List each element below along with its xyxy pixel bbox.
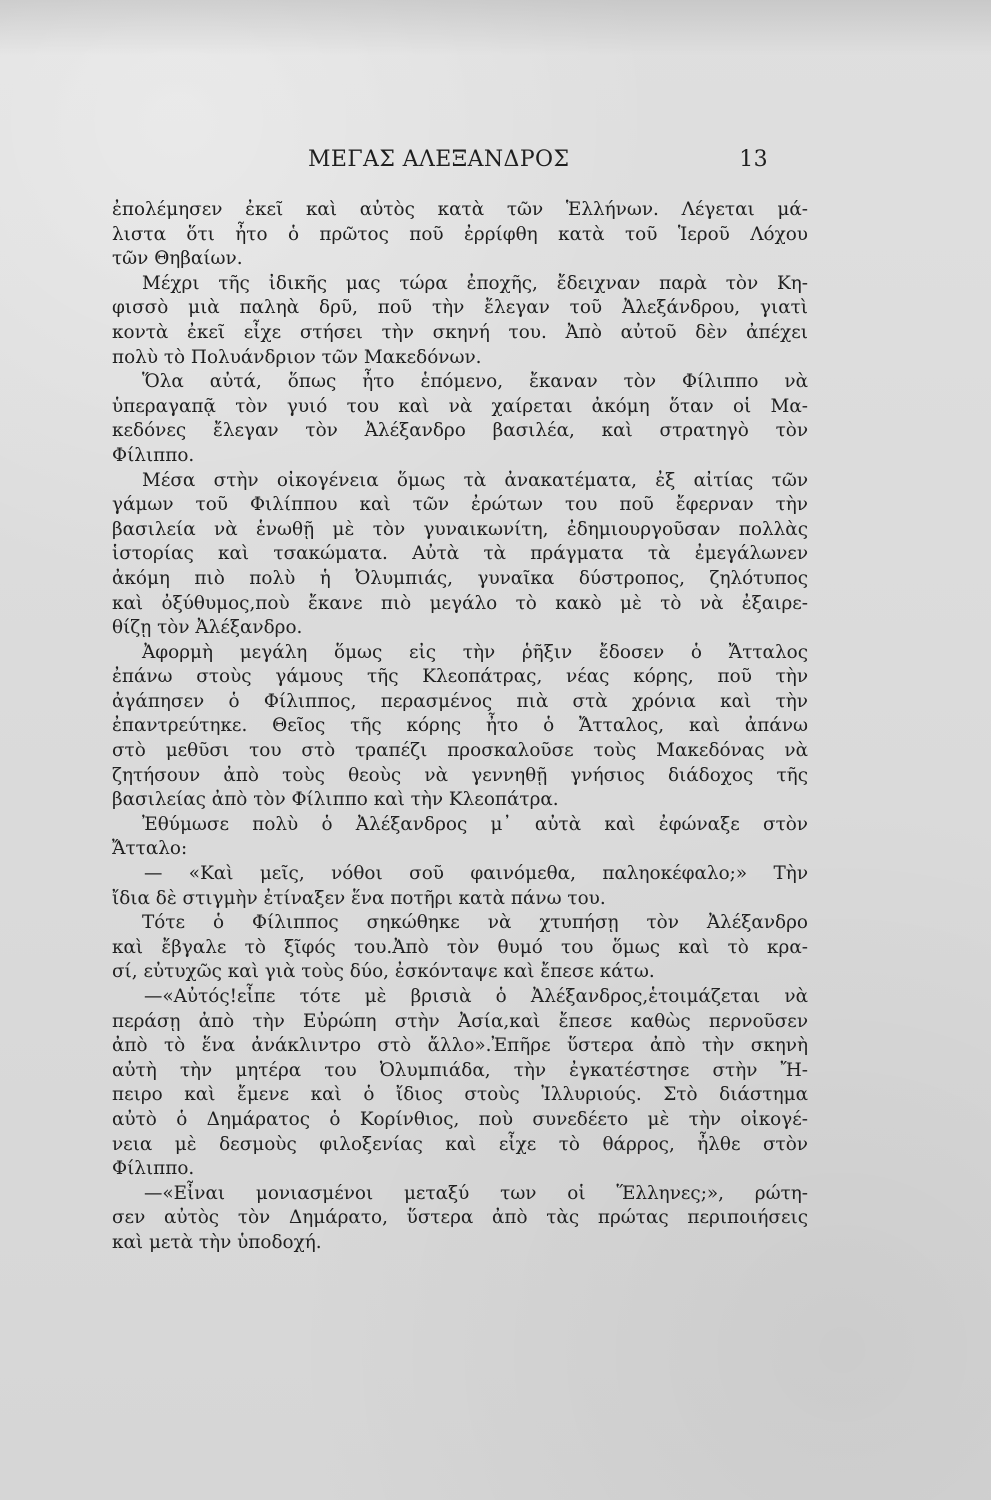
text-line: —«Αὐτός!εἶπε τότε μὲ βρισιὰ ὁ Ἀλέξανδρος,ἑτοιμάζεται νὰ [144,986,808,1007]
text-line: ἐπαντρεύτηκε. Θεῖος τῆς κόρης ἦτο ὁ Ἄτταλος, καὶ ἀπάνω [112,715,808,737]
text-line: σεν αὐτὸς τὸν Δημάρατο, ὕστερα ἀπὸ τὰς πρώτας περιποιήσεις [112,1207,808,1229]
text-line: αὐτὴ τὴν μητέρα του Ὀλυμπιάδα, τὴν ἐγκατέστησε στὴν Ἤ- [112,1059,808,1081]
text-line: καὶ ὀξύθυμος,ποὺ ἔκανε πιὸ μεγάλο τὸ κακὸ μὲ τὸ νὰ ἐξαιρε- [112,592,808,614]
text-line: Φίλιππο. [112,1158,195,1180]
text-line: τῶν Θηβαίων. [112,248,243,270]
text-line: ζητήσουν ἀπὸ τοὺς θεοὺς νὰ γεννηθῇ γνήσιος διάδοχος τῆς [112,764,808,786]
running-header [308,142,768,176]
text-line: ἀκόμη πιὸ πολὺ ἡ Ὀλυμπιάς, γυναῖκα δύστροπος, ζηλότυπος [112,567,808,589]
text-line: γάμων τοῦ Φιλίππου καὶ τῶν ἐρώτων του ποῦ ἔφερναν τὴν [112,494,808,516]
text-line: Ἄτταλο: [112,838,188,860]
text-line: Ἀφορμὴ μεγάλη ὅμως εἰς τὴν ῥῆξιν ἔδοσεν ὁ Ἄτταλος [142,641,808,663]
page-number: 13 [739,146,768,172]
text-line: Ὅλα αὐτά, ὅπως ἦτο ἑπόμενο, ἔκαναν τὸν Φίλιππο νὰ [142,371,808,393]
text-line: πειρο καὶ ἔμενε καὶ ὁ ἴδιος στοὺς Ἰλλυριούς. Στὸ διάστημα [112,1084,808,1106]
text-line: ἀγάπησεν ὁ Φίλιππος, περασμένος πιὰ στὰ χρόνια καὶ τὴν [112,690,808,712]
text-line: περάσῃ ἀπὸ τὴν Εὐρώπη στὴν Ἀσία,καὶ ἔπεσε καθὼς περνοῦσεν [112,1010,808,1032]
text-line: θίζῃ τὸν Ἀλέξανδρο. [112,617,303,639]
text-line: κοντὰ ἐκεῖ εἶχε στήσει τὴν σκηνή του. Ἀπὸ αὐτοῦ δὲν ἀπέχει [112,321,808,343]
text-line: — «Καὶ μεῖς, νόθοι σοῦ φαινόμεθα, παληοκέφαλο;» Τὴν [144,863,808,885]
text-line: ἐπάνω στοὺς γάμους τῆς Κλεοπάτρας, νέας κόρης, ποῦ τὴν [112,666,808,688]
text-line: κεδόνες ἔλεγαν τὸν Ἀλέξανδρο βασιλέα, καὶ στρατηγὸ τὸν [112,420,808,442]
text-line: ἴδια δὲ στιγμὴν ἐτίναξεν ἕνα ποτῆρι κατὰ πάνω του. [112,887,606,909]
text-line: ἱστορίας καὶ τσακώματα. Αὐτὰ τὰ πράγματα τὰ ἐμεγάλωνεν [112,543,808,565]
text-line: λιστα ὅτι ἦτο ὁ πρῶτος ποῦ ἐρρίφθη κατὰ τοῦ Ἱεροῦ Λόχου [112,223,808,245]
text-line: Ἐθύμωσε πολὺ ὁ Ἀλέξανδρος μ᾿ αὐτὰ καὶ ἐφώναξε στὸν [142,813,808,835]
text-line: Φίλιππο. [112,444,195,466]
text-line: αὐτὸ ὁ Δημάρατος ὁ Κορίνθιος, ποὺ συνεδέετο μὲ τὴν οἰκογέ- [112,1108,808,1130]
text-line: ὑπεραγαπᾷ τὸν γυιό του καὶ νὰ χαίρεται ἀκόμη ὅταν οἱ Μα- [112,395,808,417]
text-line: πολὺ τὸ Πολυάνδριον τῶν Μακεδόνων. [112,346,482,368]
page-top-shadow [0,0,991,55]
text-line: στὸ μεθῦσι του στὸ τραπέζι προσκαλοῦσε τοὺς Μακεδόνας νὰ [112,740,808,762]
text-line: φισσὸ μιὰ παληὰ δρῦ, ποῦ τὴν ἔλεγαν τοῦ Ἀλεξάνδρου, γιατὶ [112,297,808,319]
text-line: Μέχρι τῆς ἰδικῆς μας τώρα ἐποχῆς, ἔδειχναν παρὰ τὸν Κη- [142,272,808,294]
text-line: ἀπὸ τὸ ἕνα ἀνάκλιντρο στὸ ἄλλο».Ἐπῆρε ὕστερα ἀπὸ τὴν σκηνὴ [112,1035,808,1057]
text-line: καὶ μετὰ τὴν ὑποδοχή. [112,1231,322,1253]
text-line: βασιλεία νὰ ἑνωθῇ μὲ τὸν γυναικωνίτη, ἐδημιουργοῦσαν πολλὰς [112,518,808,540]
text-line: —«Εἶναι μονιασμένοι μεταξύ των οἱ Ἕλληνες;», ρώτη- [144,1182,808,1204]
page-body-text [112,198,808,1256]
text-line: βασιλείας ἀπὸ τὸν Φίλιππο καὶ τὴν Κλεοπάτρα. [112,789,559,811]
text-line: σί, εὐτυχῶς καὶ γιὰ τοὺς δύο, ἐσκόνταψε καὶ ἔπεσε κάτω. [112,961,655,983]
text-line: Τότε ὁ Φίλιππος σηκώθηκε νὰ χτυπήσῃ τὸν Ἀλέξανδρο [142,912,808,934]
text-line: Μέσα στὴν οἰκογένεια ὅμως τὰ ἀνακατέματα, ἐξ αἰτίας τῶν [142,469,808,491]
text-line: καὶ ἔβγαλε τὸ ξῖφός του.Ἀπὸ τὸν θυμό του ὅμως καὶ τὸ κρα- [112,936,808,958]
running-title: ΜΕΓΑΣ ΑΛΕΞΑΝΔΡΟΣ [308,146,570,172]
text-line: νεια μὲ δεσμοὺς φιλοξενίας καὶ εἶχε τὸ θάρρος, ἦλθε στὸν [112,1133,808,1155]
text-line: ἐπολέμησεν ἐκεῖ καὶ αὐτὸς κατὰ τῶν Ἑλλήνων. Λέγεται μά- [112,199,808,220]
